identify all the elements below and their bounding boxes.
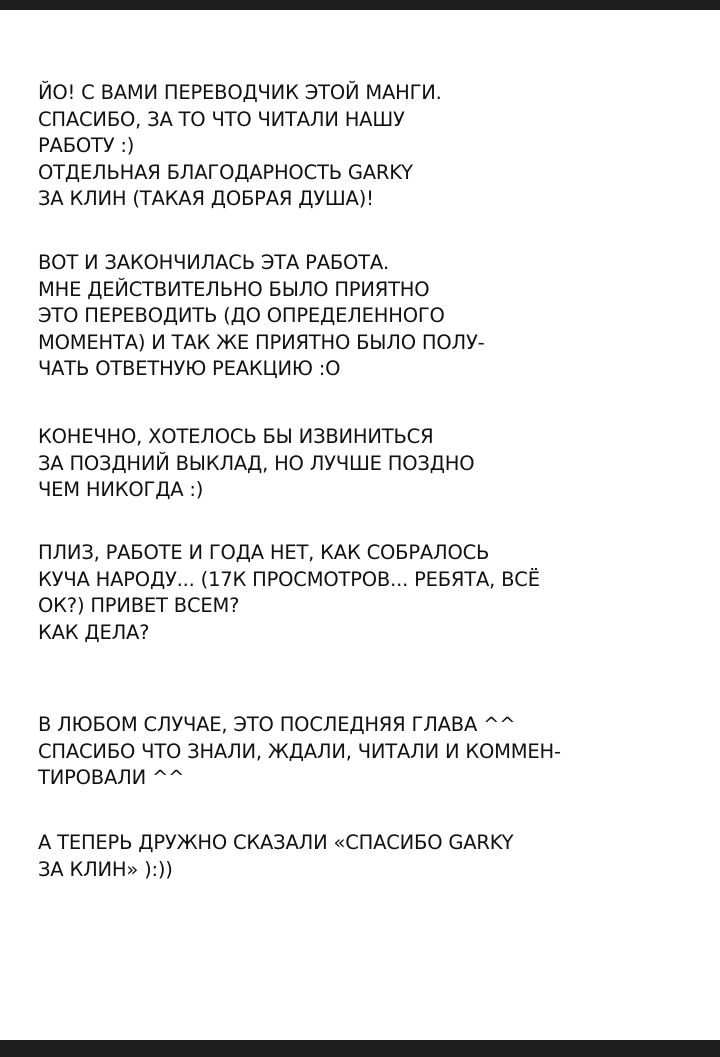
- paragraph-last-chapter: В ЛЮБОМ СЛУЧАЕ, ЭТО ПОСЛЕДНЯЯ ГЛАВА ^^ СПАСИБО ЧТО ЗНАЛИ, ЖДАЛИ, ЧИТАЛИ И КОММЕН- ТИРОВАЛИ ^^: [38, 713, 561, 789]
- translator-note-page: [0, 10, 720, 1040]
- paragraph-greeting: ЙО! С ВАМИ ПЕРЕВОДЧИК ЭТОЙ МАНГИ. СПАСИБО, ЗА ТО ЧТО ЧИТАЛИ НАШУ РАБОТУ :) ОТДЕЛЬНАЯ БЛАГОДАРНОСТЬ GARKY ЗА КЛИН (ТАКАЯ ДОБРАЯ ДУША)!: [38, 81, 442, 210]
- paragraph-audience: ПЛИЗ, РАБОТЕ И ГОДА НЕТ, КАК СОБРАЛОСЬ КУЧА НАРОДУ... (17К ПРОСМОТРОВ... РЕБЯТА, ВСЁ ОК?) ПРИВЕТ ВСЕМ? КАК ДЕЛА?: [38, 541, 540, 644]
- paragraph-apology: КОНЕЧНО, ХОТЕЛОСЬ БЫ ИЗВИНИТЬСЯ ЗА ПОЗДНИЙ ВЫКЛАД, НО ЛУЧШЕ ПОЗДНО ЧЕМ НИКОГДА :): [38, 425, 475, 501]
- paragraph-work-finished: ВОТ И ЗАКОНЧИЛАСЬ ЭТА РАБОТА. МНЕ ДЕЙСТВИТЕЛЬНО БЫЛО ПРИЯТНО ЭТО ПЕРЕВОДИТЬ (ДО ОПРЕДЕЛЕННОГО МОМЕНТА) И ТАК ЖЕ ПРИЯТНО БЫЛО ПОЛУ- ЧАТЬ ОТВЕТНУЮ РЕАКЦИЮ :О: [38, 251, 485, 380]
- paragraph-thanks-garky: А ТЕПЕРЬ ДРУЖНО СКАЗАЛИ «СПАСИБО GARKY ЗА КЛИН» ):)): [38, 831, 514, 881]
